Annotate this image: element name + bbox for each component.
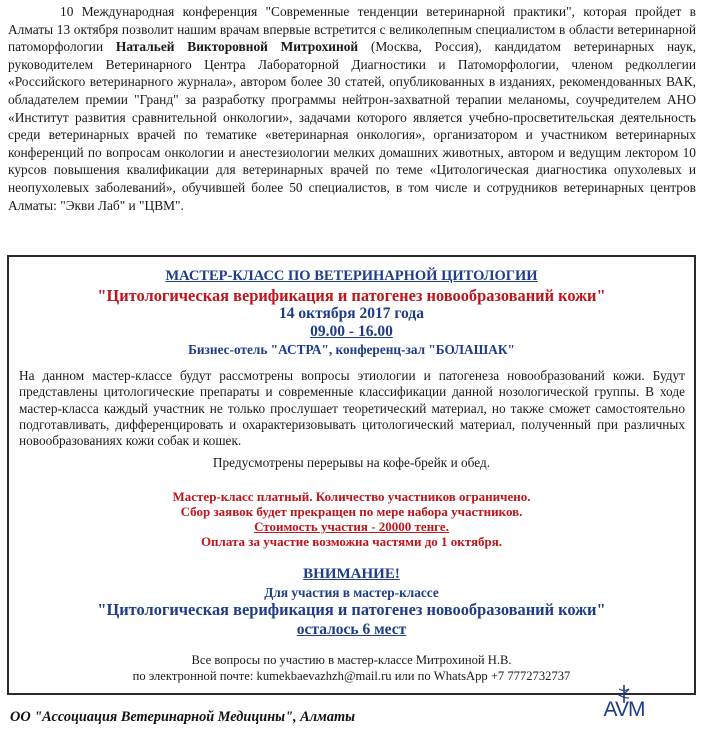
event-time: 09.00 - 16.00: [310, 323, 393, 340]
contact-line: по электронной почте: kumekbaevazhzh@mail.ru или по WhatsApp +7 7772732737: [132, 669, 571, 683]
masterclass-subtitle-repeat: "Цитологическая верификация и патогенез новообразований кожи": [97, 600, 606, 619]
avm-logo: [591, 683, 657, 725]
organization-name: ОО "Ассоциация Ветеринарной Медицины", Алматы: [10, 709, 356, 725]
event-date: 14 октября 2017 года: [279, 305, 424, 322]
breaks-note: Предусмотрены перерывы на кофе-брейк и обед.: [212, 455, 491, 470]
intro-text-start: 10 Международная конференция "Современные тенденции ветеринарной практики", которая пройдет в Алматы 13 октября позволит нашим врачам впервые встретится с великолепным специалистом в области ветеринарной патоморфологии: [8, 4, 696, 55]
intro-text-end: (Москва, Россия), кандидатом ветеринарных наук, руководителем Ветеринарного Центра Лабораторной Диагностики и Патоморфологии, членом редколлегии «Российского ветеринарного журнала», автором более 30 статей, опубликованных в изданиях, рекомендованных ВАК, обладателем премии "Гранд" за разработку программы нейтрон-захватной терапии меланомы, соучредителем АНО «Институт развития сравнительной онкологии», задачами которого является учебно-просветительская деятельность среди ветеринарных врачей по тематике «ветеринарная онкология», организатором и участником ветеринарных конференций по вопросам онкологии и анестезиологии мелких домашних животных, автором и ведущим лектором 10 курсов повышения квалификации для ветеринарных врачей по теме «Цитологическая диагностика опухолевых и неопухолевых заболеваний», обучившей более 50 специалистов, в том числе и сотрудников ветеринарных центров Алматы: "Экви Лаб" и "ЦВМ".: [8, 39, 696, 213]
seats-remaining: осталось 6 мест: [296, 621, 407, 638]
intro-paragraph: [8, 3, 696, 214]
paid-notice: Мастер-класс платный. Количество участников ограничено.: [172, 489, 531, 504]
logo-text: AVM: [603, 698, 645, 721]
attention-heading: ВНИМАНИЕ!: [303, 566, 400, 582]
for-participation-text: Для участия в мастер-классе: [264, 585, 439, 600]
questions-line: Все вопросы по участию в мастер-классе Митрохиной Н.В.: [191, 653, 512, 667]
price-notice: Стоимость участия - 20000 тенге.: [254, 519, 449, 534]
masterclass-box: [7, 255, 696, 695]
event-venue: Бизнес-отель "АСТРА", конференц-зал "БОЛАШАК": [188, 342, 515, 357]
registration-notice: Сбор заявок будет прекращен по мере набора участников.: [180, 504, 523, 519]
masterclass-subtitle: "Цитологическая верификация и патогенез новообразований кожи": [97, 286, 606, 305]
payment-notice: Оплата за участие возможна частями до 1 октября.: [200, 534, 503, 549]
masterclass-title: МАСТЕР-КЛАСС ПО ВЕТЕРИНАРНОЙ ЦИТОЛОГИИ: [165, 268, 538, 284]
speaker-name: Натальей Викторовной Митрохиной: [115, 39, 359, 55]
masterclass-description: На данном мастер-классе будут рассмотрены вопросы этиологии и патогенеза новообразований кожи. Будут представлены цитологические препараты и современные классификации данной нозологической группы. В ходе мастер-класса каждый участник не только прослушает теоретический материал, но также сможет самостоятельно подготавливать, дифференцировать и охарактеризовывать цитологический материал, полученный при различных новообразованиях кожи собак и кошек.: [19, 368, 685, 449]
